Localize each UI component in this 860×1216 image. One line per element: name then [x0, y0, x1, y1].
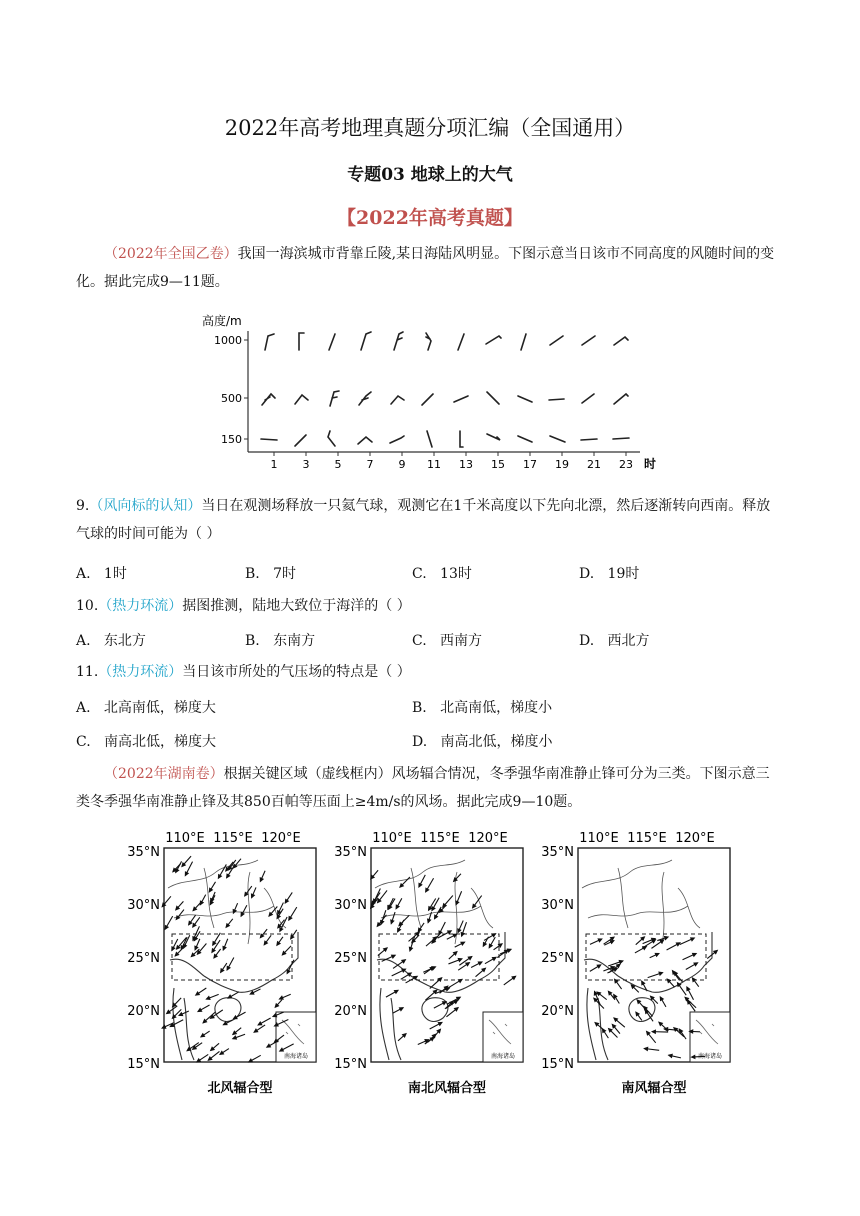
wind-arrow-head — [162, 1025, 165, 1028]
option-label: A. — [76, 700, 91, 716]
wind-barb — [581, 439, 597, 440]
wind-barb — [329, 334, 335, 350]
x-tick-label: 7 — [366, 458, 374, 471]
x-tick-label: 21 — [587, 458, 601, 471]
wind-barb — [458, 334, 464, 350]
wind-barb — [358, 437, 372, 444]
wind-barb — [299, 333, 304, 350]
q10-option-d[interactable] — [579, 630, 650, 650]
latitude-label: 25°N — [127, 951, 160, 966]
wind-barb — [549, 399, 564, 400]
wind-barb — [295, 395, 308, 404]
q10-option-a[interactable] — [76, 630, 146, 650]
wind-barb — [550, 436, 565, 442]
x-tick-label: 13 — [459, 458, 473, 471]
wind-barb — [518, 436, 532, 442]
option-label: B. — [245, 566, 260, 582]
latitude-label: 35°N — [127, 845, 160, 860]
latitude-label: 15°N — [541, 1057, 574, 1072]
longitude-label: 110°E — [579, 831, 619, 846]
latitude-label: 20°N — [127, 1004, 160, 1019]
wind-barbs — [261, 332, 629, 447]
wind-barb — [582, 394, 594, 403]
question-text: 当日该市所处的气压场的特点是（ ） — [182, 664, 411, 680]
option-text: 南高北低，梯度大 — [104, 734, 217, 750]
wind-barb — [487, 392, 499, 404]
question-tag: （热力环流） — [98, 598, 183, 614]
option-label: B. — [412, 700, 427, 716]
inset-label: 南海诸岛 — [283, 1053, 309, 1060]
question-9 — [76, 492, 782, 548]
y-tick-label: 1000 — [214, 334, 242, 347]
wind-barb — [394, 332, 403, 350]
wind-field-maps — [120, 824, 740, 1104]
q10-option-b[interactable] — [245, 630, 315, 650]
wind-barb — [582, 336, 595, 345]
map-caption: 南北风辐合型 — [407, 1081, 487, 1096]
latitude-label: 20°N — [334, 1004, 367, 1019]
latitude-label: 30°N — [127, 898, 160, 913]
q9-option-a[interactable] — [76, 563, 127, 583]
wind-barb — [460, 431, 463, 447]
option-text: 西南方 — [440, 633, 483, 649]
wind-barb-chart — [196, 306, 666, 486]
wind-barb — [262, 394, 275, 405]
option-text: 东北方 — [103, 633, 146, 649]
document-title: 2022年高考地理真题分项汇编（全国通用） — [224, 116, 636, 140]
option-label: C. — [412, 633, 427, 649]
longitude-label: 115°E — [213, 831, 253, 846]
q11-option-a[interactable] — [76, 697, 216, 717]
wind-barb — [614, 337, 628, 345]
option-label: D. — [412, 734, 428, 750]
longitude-label: 115°E — [627, 831, 667, 846]
longitude-label: 110°E — [372, 831, 412, 846]
longitude-label: 115°E — [420, 831, 460, 846]
wind-barb — [454, 396, 468, 402]
wind-barb — [359, 392, 371, 405]
wind-barb — [361, 332, 371, 350]
latitude-label: 25°N — [541, 951, 574, 966]
wind-barb — [486, 336, 501, 344]
q10-option-c[interactable] — [412, 630, 482, 650]
inset-label: 南海诸岛 — [490, 1053, 516, 1060]
question-number: 10. — [76, 598, 99, 614]
q11-option-b[interactable] — [412, 697, 552, 717]
map-panel — [334, 831, 523, 1096]
intro-paragraph-1 — [76, 240, 782, 296]
option-text: 13时 — [440, 566, 472, 582]
longitude-label: 120°E — [468, 831, 508, 846]
option-label: C. — [76, 734, 91, 750]
longitude-label: 120°E — [261, 831, 301, 846]
wind-barb — [261, 439, 277, 440]
wind-barb — [422, 394, 433, 405]
option-text: 南高北低，梯度小 — [440, 734, 553, 750]
latitude-label: 15°N — [127, 1057, 160, 1072]
x-tick-labels — [271, 452, 634, 471]
option-label: B. — [245, 633, 260, 649]
x-tick-label: 1 — [270, 458, 278, 471]
map-panel — [127, 831, 316, 1096]
map-caption: 南风辐合型 — [621, 1081, 687, 1096]
wind-barb — [518, 396, 532, 402]
inset-label: 南海诸岛 — [697, 1053, 723, 1060]
option-text: 7时 — [273, 566, 297, 582]
question-text: 当日在观测场释放一只氦气球，观测它在1千米高度以下先向北漂，然后逐渐转向西南。释放气球的时间可能为（ ） — [76, 498, 771, 542]
longitude-label: 120°E — [675, 831, 715, 846]
question-number: 11. — [76, 664, 99, 680]
x-axis-unit: 时 — [644, 457, 657, 471]
intro-paragraph-2 — [76, 760, 782, 816]
wind-barb — [487, 434, 500, 440]
option-text: 西北方 — [607, 633, 650, 649]
maps-svg — [120, 824, 740, 1104]
q9-option-c[interactable] — [412, 563, 472, 583]
q11-option-d[interactable] — [412, 731, 553, 751]
section-title: 【2022年高考真题】 — [337, 207, 523, 229]
option-label: A. — [76, 633, 91, 649]
wind-barb — [613, 438, 629, 439]
map-caption: 北风辐合型 — [207, 1081, 273, 1096]
q9-option-b[interactable] — [245, 563, 296, 583]
latitude-label: 20°N — [541, 1004, 574, 1019]
latitude-label: 30°N — [541, 898, 574, 913]
option-text: 北高南低，梯度大 — [103, 700, 216, 716]
x-tick-label: 15 — [491, 458, 505, 471]
wind-barb — [328, 431, 335, 446]
wind-barb — [265, 334, 274, 350]
wind-barb — [391, 396, 404, 404]
topic-title: 专题03 地球上的大气 — [347, 165, 513, 185]
option-text: 北高南低，梯度小 — [440, 700, 553, 716]
intro-text: 我国一海滨城市背靠丘陵,某日海陆风明显。下图示意当日该市不同高度的风随时间的变化。据此完成9—11题。 — [76, 246, 775, 290]
x-tick-label: 19 — [555, 458, 569, 471]
question-10 — [76, 592, 782, 620]
option-label: D. — [579, 633, 595, 649]
wind-barb — [427, 431, 432, 447]
question-text: 据图推测，陆地大致位于海洋的（ ） — [182, 598, 411, 614]
wind-barb — [390, 436, 404, 443]
x-tick-label: 9 — [398, 458, 406, 471]
x-tick-label: 17 — [523, 458, 537, 471]
x-tick-label: 11 — [427, 458, 441, 471]
latitude-label: 25°N — [334, 951, 367, 966]
latitude-label: 35°N — [334, 845, 367, 860]
option-label: C. — [412, 566, 427, 582]
y-tick-label: 150 — [221, 433, 242, 446]
x-tick-label: 5 — [334, 458, 342, 471]
wind-barb — [550, 336, 563, 345]
q9-option-d[interactable] — [579, 563, 639, 583]
question-number: 9. — [76, 498, 90, 514]
latitude-label: 35°N — [541, 845, 574, 860]
wind-barb — [330, 391, 339, 406]
option-label: D. — [579, 566, 595, 582]
y-tick-labels — [214, 334, 248, 446]
latitude-label: 30°N — [334, 898, 367, 913]
intro-text: 根据关键区域（虚线框内）风场辐合情况，冬季强华南准静止锋可分为三类。下图示意三类冬季强华南准静止锋及其850百帕等压面上≥4m/s的风场。据此完成9—10题。 — [76, 766, 770, 810]
wind-barb — [426, 333, 431, 350]
map-panel — [541, 831, 730, 1096]
source-label: （2022年全国乙卷） — [104, 246, 238, 262]
longitude-label: 110°E — [165, 831, 205, 846]
x-tick-label: 3 — [302, 458, 310, 471]
y-axis-label: 高度/m — [202, 314, 242, 328]
option-text: 19时 — [607, 566, 640, 582]
option-label: A. — [76, 566, 91, 582]
y-tick-label: 500 — [221, 392, 242, 405]
latitude-label: 15°N — [334, 1057, 367, 1072]
wind-barb — [521, 334, 526, 350]
wind-barb — [295, 435, 306, 446]
x-tick-label: 23 — [619, 458, 633, 471]
wind-barb — [614, 394, 628, 404]
option-text: 1时 — [103, 566, 127, 582]
question-11 — [76, 658, 782, 686]
question-tag: （风向标的认知） — [89, 498, 202, 514]
option-text: 东南方 — [273, 633, 316, 649]
source-label: （2022年湖南卷） — [104, 766, 224, 782]
q11-option-c[interactable] — [76, 731, 216, 751]
question-tag: （热力环流） — [98, 664, 183, 680]
